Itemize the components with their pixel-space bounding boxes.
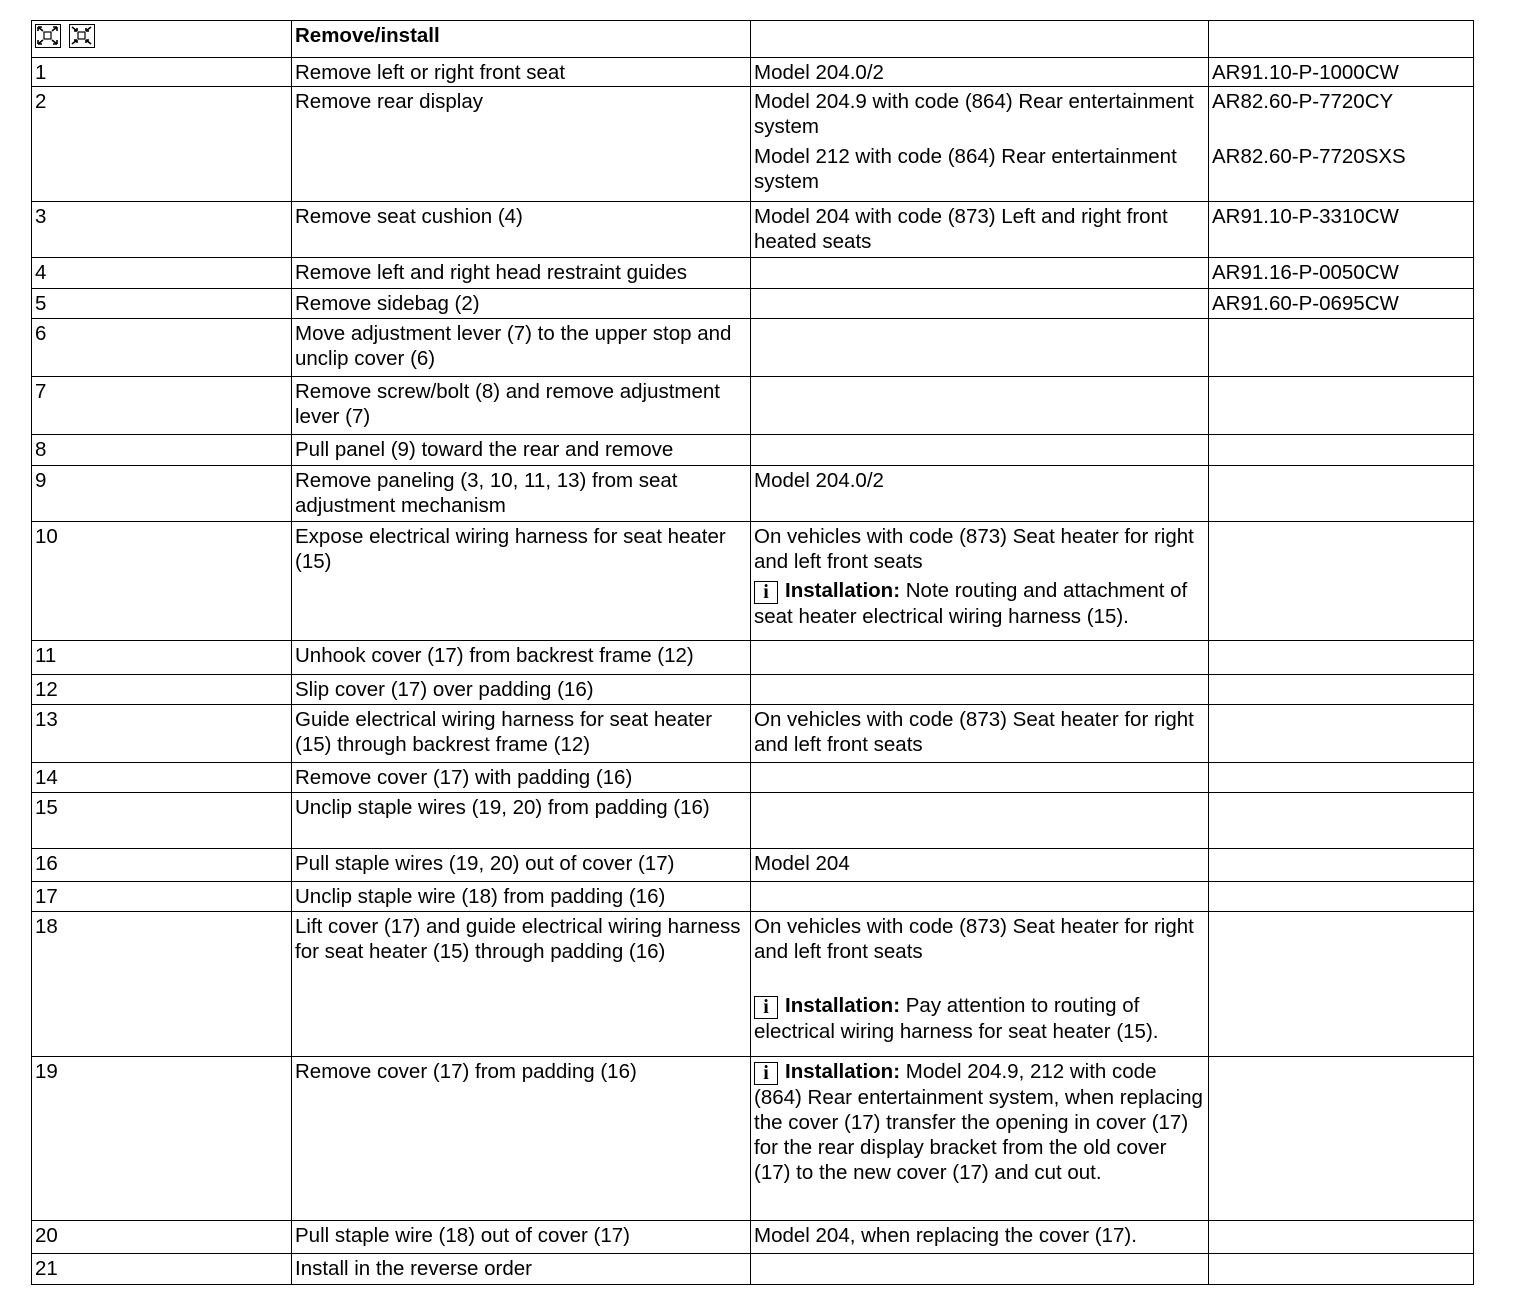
- step-row: [32, 882, 1474, 912]
- condition-text: Model 204 with code (873) Left and right front heated seats: [754, 205, 1168, 253]
- step-condition-cell: [751, 912, 1209, 1057]
- step-reference-cell: [1209, 793, 1474, 849]
- reference-link[interactable]: AR82.60-P-7720SXS: [1212, 145, 1406, 168]
- condition-text: Model 212 with code (864) Rear entertainment system: [754, 145, 1177, 193]
- step-number: 10: [32, 522, 292, 641]
- step-condition-cell: [751, 435, 1209, 466]
- step-reference-cell: [1209, 912, 1474, 1057]
- step-number: 17: [32, 882, 292, 912]
- installation-label: Installation:: [785, 579, 901, 602]
- step-number: 6: [32, 319, 292, 377]
- header-empty-cell: [751, 21, 1209, 58]
- reference-link[interactable]: AR91.10-P-3310CW: [1212, 205, 1399, 228]
- step-reference-cell: [1209, 705, 1474, 763]
- header-title: Remove/install: [292, 21, 751, 58]
- header-row: [32, 21, 1474, 58]
- step-row: [32, 319, 1474, 377]
- step-row: [32, 705, 1474, 763]
- step-number: 20: [32, 1221, 292, 1254]
- info-icon: i: [754, 1062, 778, 1085]
- step-number: 8: [32, 435, 292, 466]
- step-reference-cell: [1209, 435, 1474, 466]
- step-condition-cell: [751, 58, 1209, 87]
- step-reference-cell: [1209, 882, 1474, 912]
- step-number: 11: [32, 641, 292, 675]
- step-reference-cell: [1209, 377, 1474, 435]
- condition-text: Model 204, when replacing the cover (17).: [754, 1224, 1137, 1247]
- step-description: Remove left and right head restraint guides: [292, 258, 751, 289]
- step-condition-cell: [751, 87, 1209, 202]
- step-description: Unclip staple wires (19, 20) from padding (16): [292, 793, 751, 849]
- step-reference-cell: [1209, 1221, 1474, 1254]
- step-row: [32, 849, 1474, 882]
- step-row: [32, 1221, 1474, 1254]
- step-row: [32, 763, 1474, 793]
- step-row: [32, 377, 1474, 435]
- step-condition-cell: [751, 1221, 1209, 1254]
- reference-link[interactable]: AR91.16-P-0050CW: [1212, 261, 1399, 284]
- info-icon: i: [754, 996, 778, 1019]
- step-number: 1: [32, 58, 292, 87]
- step-row: [32, 912, 1474, 1057]
- step-number: 2: [32, 87, 292, 202]
- step-row: [32, 466, 1474, 522]
- step-reference-cell: [1209, 1254, 1474, 1285]
- step-row: [32, 435, 1474, 466]
- step-description: Unclip staple wire (18) from padding (16): [292, 882, 751, 912]
- step-number: 18: [32, 912, 292, 1057]
- step-row: [32, 58, 1474, 87]
- reference-link[interactable]: AR91.10-P-1000CW: [1212, 61, 1399, 84]
- condition-text: On vehicles with code (873) Seat heater for right and left front seats: [754, 525, 1194, 573]
- step-row: [32, 675, 1474, 705]
- step-condition-cell: [751, 641, 1209, 675]
- step-description: Expose electrical wiring harness for seat heater (15): [292, 522, 751, 641]
- step-number: 4: [32, 258, 292, 289]
- step-description: Remove screw/bolt (8) and remove adjustment lever (7): [292, 377, 751, 435]
- header-empty-cell: [1209, 21, 1474, 58]
- installation-text: Note routing and attachment of seat heater electrical wiring harness (15).: [754, 579, 1188, 628]
- step-description: Remove left or right front seat: [292, 58, 751, 87]
- condition-text: Model 204.0/2: [754, 61, 884, 84]
- step-condition-cell: [751, 705, 1209, 763]
- installation-text: Pay attention to routing of electrical wiring harness for seat heater (15).: [754, 994, 1159, 1043]
- step-condition-cell: [751, 849, 1209, 882]
- step-reference-cell: [1209, 202, 1474, 258]
- step-number: 15: [32, 793, 292, 849]
- step-condition-cell: [751, 882, 1209, 912]
- step-number: 16: [32, 849, 292, 882]
- step-number: 19: [32, 1057, 292, 1221]
- step-reference-cell: [1209, 641, 1474, 675]
- condition-text: On vehicles with code (873) Seat heater for right and left front seats: [754, 708, 1194, 756]
- installation-note: [754, 578, 1203, 629]
- step-number: 13: [32, 705, 292, 763]
- reference-link[interactable]: AR91.60-P-0695CW: [1212, 292, 1399, 315]
- condition-text: Model 204.9 with code (864) Rear entertainment system: [754, 90, 1194, 138]
- step-description: Remove sidebag (2): [292, 289, 751, 319]
- step-description: Remove rear display: [292, 87, 751, 202]
- step-description: Remove paneling (3, 10, 11, 13) from seat adjustment mechanism: [292, 466, 751, 522]
- step-number: 7: [32, 377, 292, 435]
- header-icons-cell: [32, 21, 292, 58]
- info-icon: i: [754, 581, 778, 604]
- step-row: [32, 641, 1474, 675]
- step-row: [32, 1254, 1474, 1285]
- step-condition-cell: [751, 258, 1209, 289]
- step-condition-cell: [751, 763, 1209, 793]
- step-description: Unhook cover (17) from backrest frame (12): [292, 641, 751, 675]
- step-description: Move adjustment lever (7) to the upper stop and unclip cover (6): [292, 319, 751, 377]
- step-row: [32, 1057, 1474, 1221]
- step-description: Pull staple wires (19, 20) out of cover (17): [292, 849, 751, 882]
- step-row: [32, 258, 1474, 289]
- step-reference-cell: [1209, 466, 1474, 522]
- condition-text: On vehicles with code (873) Seat heater for right and left front seats: [754, 915, 1194, 963]
- step-description: Remove cover (17) from padding (16): [292, 1057, 751, 1221]
- step-condition-cell: [751, 1057, 1209, 1221]
- installation-label: Installation:: [785, 1060, 901, 1083]
- installation-text: Model 204.9, 212 with code (864) Rear entertainment system, when replacing the cover (17) transfer the opening in cover (17) for the rear display bracket from the old cover (17) to the new cover (17) and cut out.: [754, 1060, 1203, 1184]
- condition-text: Model 204: [754, 852, 850, 875]
- step-row: [32, 793, 1474, 849]
- installation-label: Installation:: [785, 994, 901, 1017]
- step-description: Install in the reverse order: [292, 1254, 751, 1285]
- step-row: [32, 289, 1474, 319]
- step-description: Lift cover (17) and guide electrical wiring harness for seat heater (15) through padding (16): [292, 912, 751, 1057]
- step-condition-cell: [751, 675, 1209, 705]
- step-condition-cell: [751, 289, 1209, 319]
- step-description: Remove cover (17) with padding (16): [292, 763, 751, 793]
- step-reference-cell: [1209, 522, 1474, 641]
- step-condition-cell: [751, 377, 1209, 435]
- step-reference-cell: [1209, 675, 1474, 705]
- reference-link[interactable]: AR82.60-P-7720CY: [1212, 90, 1394, 113]
- step-number: 12: [32, 675, 292, 705]
- expand-icon[interactable]: [35, 24, 61, 48]
- installation-note: [754, 993, 1203, 1044]
- step-number: 14: [32, 763, 292, 793]
- step-reference-cell: [1209, 319, 1474, 377]
- collapse-icon[interactable]: [69, 24, 95, 48]
- installation-note: [754, 1059, 1203, 1185]
- step-condition-cell: [751, 1254, 1209, 1285]
- step-number: 21: [32, 1254, 292, 1285]
- step-reference-cell: [1209, 849, 1474, 882]
- step-description: Pull panel (9) toward the rear and remove: [292, 435, 751, 466]
- step-number: 9: [32, 466, 292, 522]
- step-description: Guide electrical wiring harness for seat heater (15) through backrest frame (12): [292, 705, 751, 763]
- step-description: Slip cover (17) over padding (16): [292, 675, 751, 705]
- step-condition-cell: [751, 319, 1209, 377]
- step-reference-cell: [1209, 258, 1474, 289]
- step-reference-cell: [1209, 289, 1474, 319]
- step-reference-cell: [1209, 58, 1474, 87]
- step-condition-cell: [751, 202, 1209, 258]
- step-row: [32, 522, 1474, 641]
- step-reference-cell: [1209, 763, 1474, 793]
- step-condition-cell: [751, 793, 1209, 849]
- step-number: 3: [32, 202, 292, 258]
- condition-text: Model 204.0/2: [754, 469, 884, 492]
- step-reference-cell: [1209, 87, 1474, 202]
- step-row: [32, 202, 1474, 258]
- step-description: Pull staple wire (18) out of cover (17): [292, 1221, 751, 1254]
- procedure-table: [31, 20, 1474, 1285]
- step-number: 5: [32, 289, 292, 319]
- step-reference-cell: [1209, 1057, 1474, 1221]
- step-condition-cell: [751, 466, 1209, 522]
- step-condition-cell: [751, 522, 1209, 641]
- step-row: [32, 87, 1474, 202]
- step-description: Remove seat cushion (4): [292, 202, 751, 258]
